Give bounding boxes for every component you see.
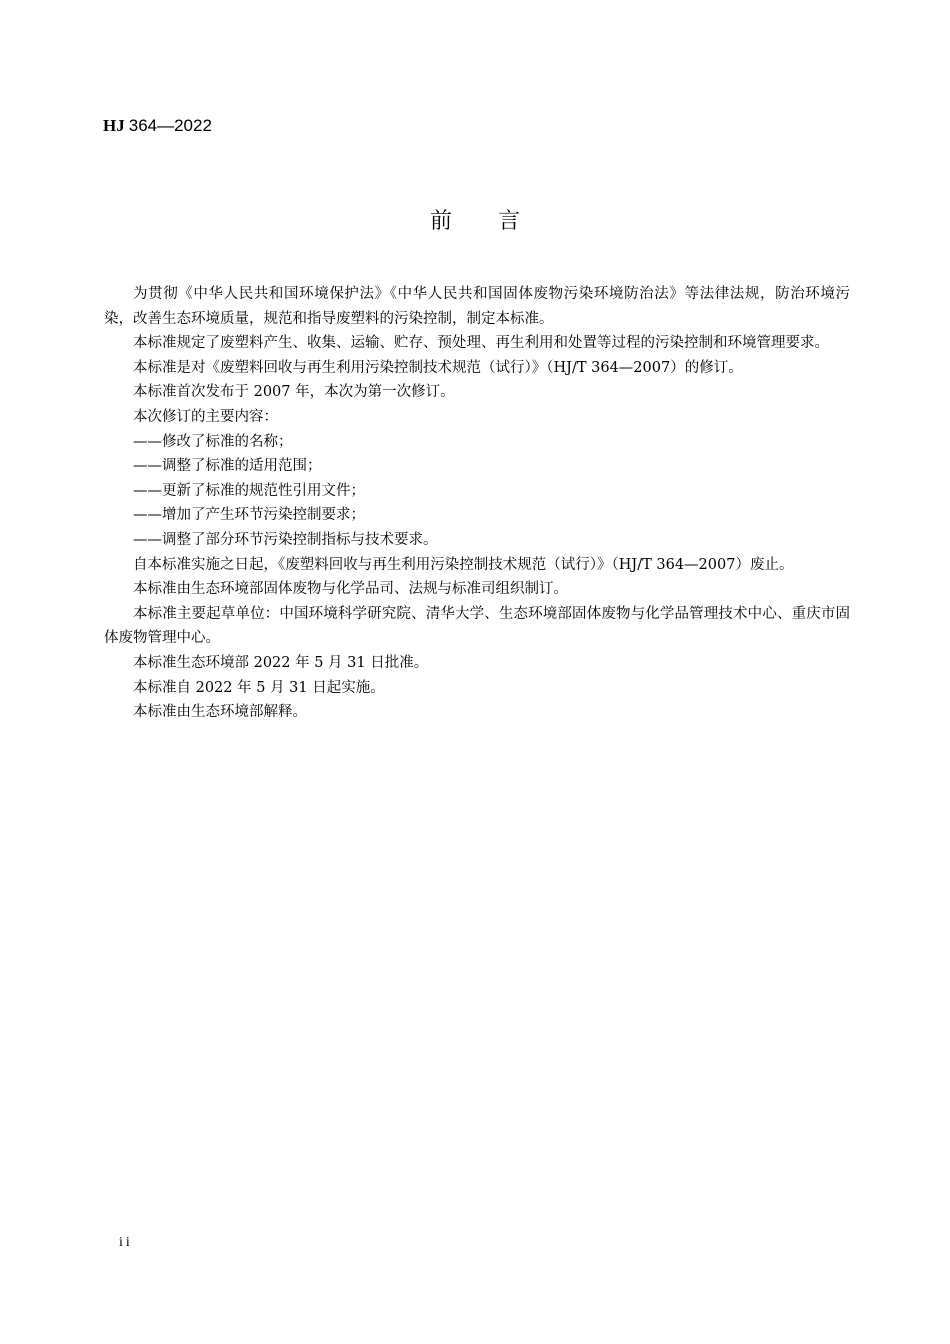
list-item: ——增加了产生环节污染控制要求； [133,507,365,524]
standard-code-number: 364—2022 [128,116,212,135]
list-item: ——更新了标准的规范性引用文件； [133,482,365,499]
paragraph-abolish: 自本标准实施之日起，《废塑料回收与再生利用污染控制技术规范（试行）》（HJ/T 364—2007）废止。 [133,556,794,573]
paragraph-organizer: 本标准由生态环境部固体废物与化学品司、法规与标准司组织制订。 [133,581,568,598]
paragraph-effective: 本标准自 2022 年 5 月 31 日起实施。 [133,679,385,696]
paragraph-drafters: 本标准主要起草单位：中国环境科学研究院、清华大学、生态环境部固体废物与化学品管理技术中心、重庆市固体废物管理中心。 [104,605,850,647]
page-number: ii [119,1235,133,1250]
paragraph-interpretation: 本标准由生态环境部解释。 [133,704,307,721]
paragraph-approval: 本标准生态环境部 2022 年 5 月 31 日批准。 [133,654,429,671]
paragraph-purpose: 为贯彻《中华人民共和国环境保护法》《中华人民共和国固体废物污染环境防治法》等法律法规，防治环境污染，改善生态环境质量，规范和指导废塑料的污染控制，制定本标准。 [104,286,850,327]
standard-code-prefix: HJ [103,116,125,135]
foreword-body [104,282,850,725]
paragraph-first-release: 本标准首次发布于 2007 年，本次为第一次修订。 [133,384,455,401]
paragraph-revision: 本标准是对《废塑料回收与再生利用污染控制技术规范（试行）》（HJ/T 364—2007）的修订。 [133,359,743,376]
section-title: 前言 [429,209,566,234]
standard-code [103,115,212,137]
list-item: ——调整了部分环节污染控制指标与技术要求。 [133,531,438,548]
paragraph-scope: 本标准规定了废塑料产生、收集、运输、贮存、预处理、再生利用和处置等过程的污染控制和环境管理要求。 [133,335,829,352]
list-item: ——调整了标准的适用范围； [133,458,322,475]
paragraph-revision-summary: 本次修订的主要内容： [133,408,278,425]
list-item: ——修改了标准的名称； [133,433,293,450]
